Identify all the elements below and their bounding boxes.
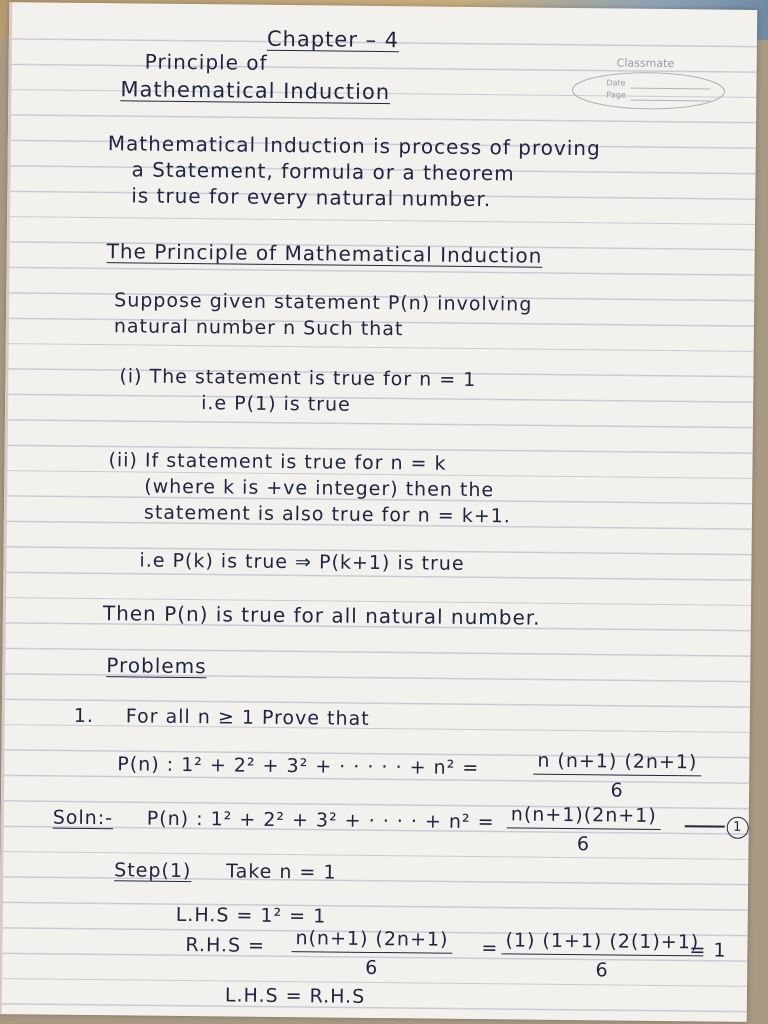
problem-fraction-numerator: n (n+1) (2n+1) bbox=[533, 750, 701, 777]
equation-ref bbox=[727, 814, 749, 839]
notebook-page bbox=[0, 2, 757, 1022]
brand-text: Classmate bbox=[616, 56, 675, 71]
definition-line-1: Mathematical Induction is process of proving bbox=[107, 131, 601, 161]
condition-2-line-4: i.e P(k) is true ⇒ P(k+1) is true bbox=[139, 549, 465, 575]
condition-2-line-2: (where k is +ve integer) then the bbox=[144, 475, 495, 502]
rhs-label: R.H.S = bbox=[185, 934, 266, 957]
solution-fraction-numerator: n(n+1)(2n+1) bbox=[507, 803, 661, 830]
rhs-fraction-2-numerator: (1) (1+1) (2(1)+1) bbox=[501, 929, 703, 956]
rhs-equals: = bbox=[481, 937, 499, 960]
problem-lhs: P(n) : 1² + 2² + 3² + · · · · · + n² = bbox=[117, 753, 480, 780]
condition-2-line-1: (ii) If statement is true for n = k bbox=[108, 449, 447, 475]
problem-fraction bbox=[533, 750, 701, 803]
rhs-fraction-2-denominator: 6 bbox=[595, 959, 609, 982]
principle-intro-1: Suppose given statement P(n) involving bbox=[114, 289, 533, 316]
conclusion-line: Then P(n) is true for all natural number. bbox=[102, 601, 541, 630]
margin-line bbox=[0, 2, 12, 1014]
date-label: Date bbox=[606, 78, 626, 88]
problem-number: 1. bbox=[73, 704, 95, 728]
equation-ref-dash bbox=[685, 825, 725, 827]
principle-heading: The Principle of Mathematical Induction bbox=[106, 239, 543, 268]
definition-line-2: a Statement, formula or a theorem bbox=[131, 157, 515, 186]
rhs-fraction-1-numerator: n(n+1) (2n+1) bbox=[291, 927, 452, 954]
chapter-heading: Chapter – 4 bbox=[266, 26, 400, 53]
rhs-fraction-2 bbox=[501, 929, 703, 982]
definition-line-3: is true for every natural number. bbox=[131, 183, 492, 212]
condition-1-line-1: (i) The statement is true for n = 1 bbox=[119, 365, 477, 392]
rhs-fraction-1-denominator: 6 bbox=[365, 956, 379, 980]
equation-ref-number: 1 bbox=[727, 817, 749, 839]
solution-fraction-denominator: 6 bbox=[576, 833, 591, 856]
solution-lhs: P(n) : 1² + 2² + 3² + · · · · + n² = bbox=[146, 807, 495, 834]
step-label: Step(1) bbox=[114, 859, 192, 883]
step-text: Take n = 1 bbox=[226, 860, 337, 884]
title-line-2: Mathematical Induction bbox=[120, 77, 391, 105]
problem-fraction-denominator: 6 bbox=[610, 779, 624, 802]
problem-statement: For all n ≥ 1 Prove that bbox=[125, 705, 370, 730]
solution-label: Soln:- bbox=[52, 806, 114, 830]
rhs-result: = 1 bbox=[689, 939, 727, 962]
classmate-logo bbox=[568, 56, 729, 112]
final-line: L.H.S = R.H.S bbox=[224, 984, 366, 1008]
principle-intro-2: natural number n Such that bbox=[113, 315, 404, 341]
solution-fraction bbox=[506, 803, 660, 856]
page-label: Page bbox=[606, 90, 626, 100]
title-line-1: Principle of bbox=[144, 49, 268, 75]
condition-1-line-2: i.e P(1) is true bbox=[201, 392, 351, 416]
lhs-line: L.H.S = 1² = 1 bbox=[175, 903, 327, 928]
rhs-fraction-1 bbox=[291, 927, 452, 980]
condition-2-line-3: statement is also true for n = k+1. bbox=[143, 501, 511, 528]
problems-heading: Problems bbox=[106, 653, 207, 679]
